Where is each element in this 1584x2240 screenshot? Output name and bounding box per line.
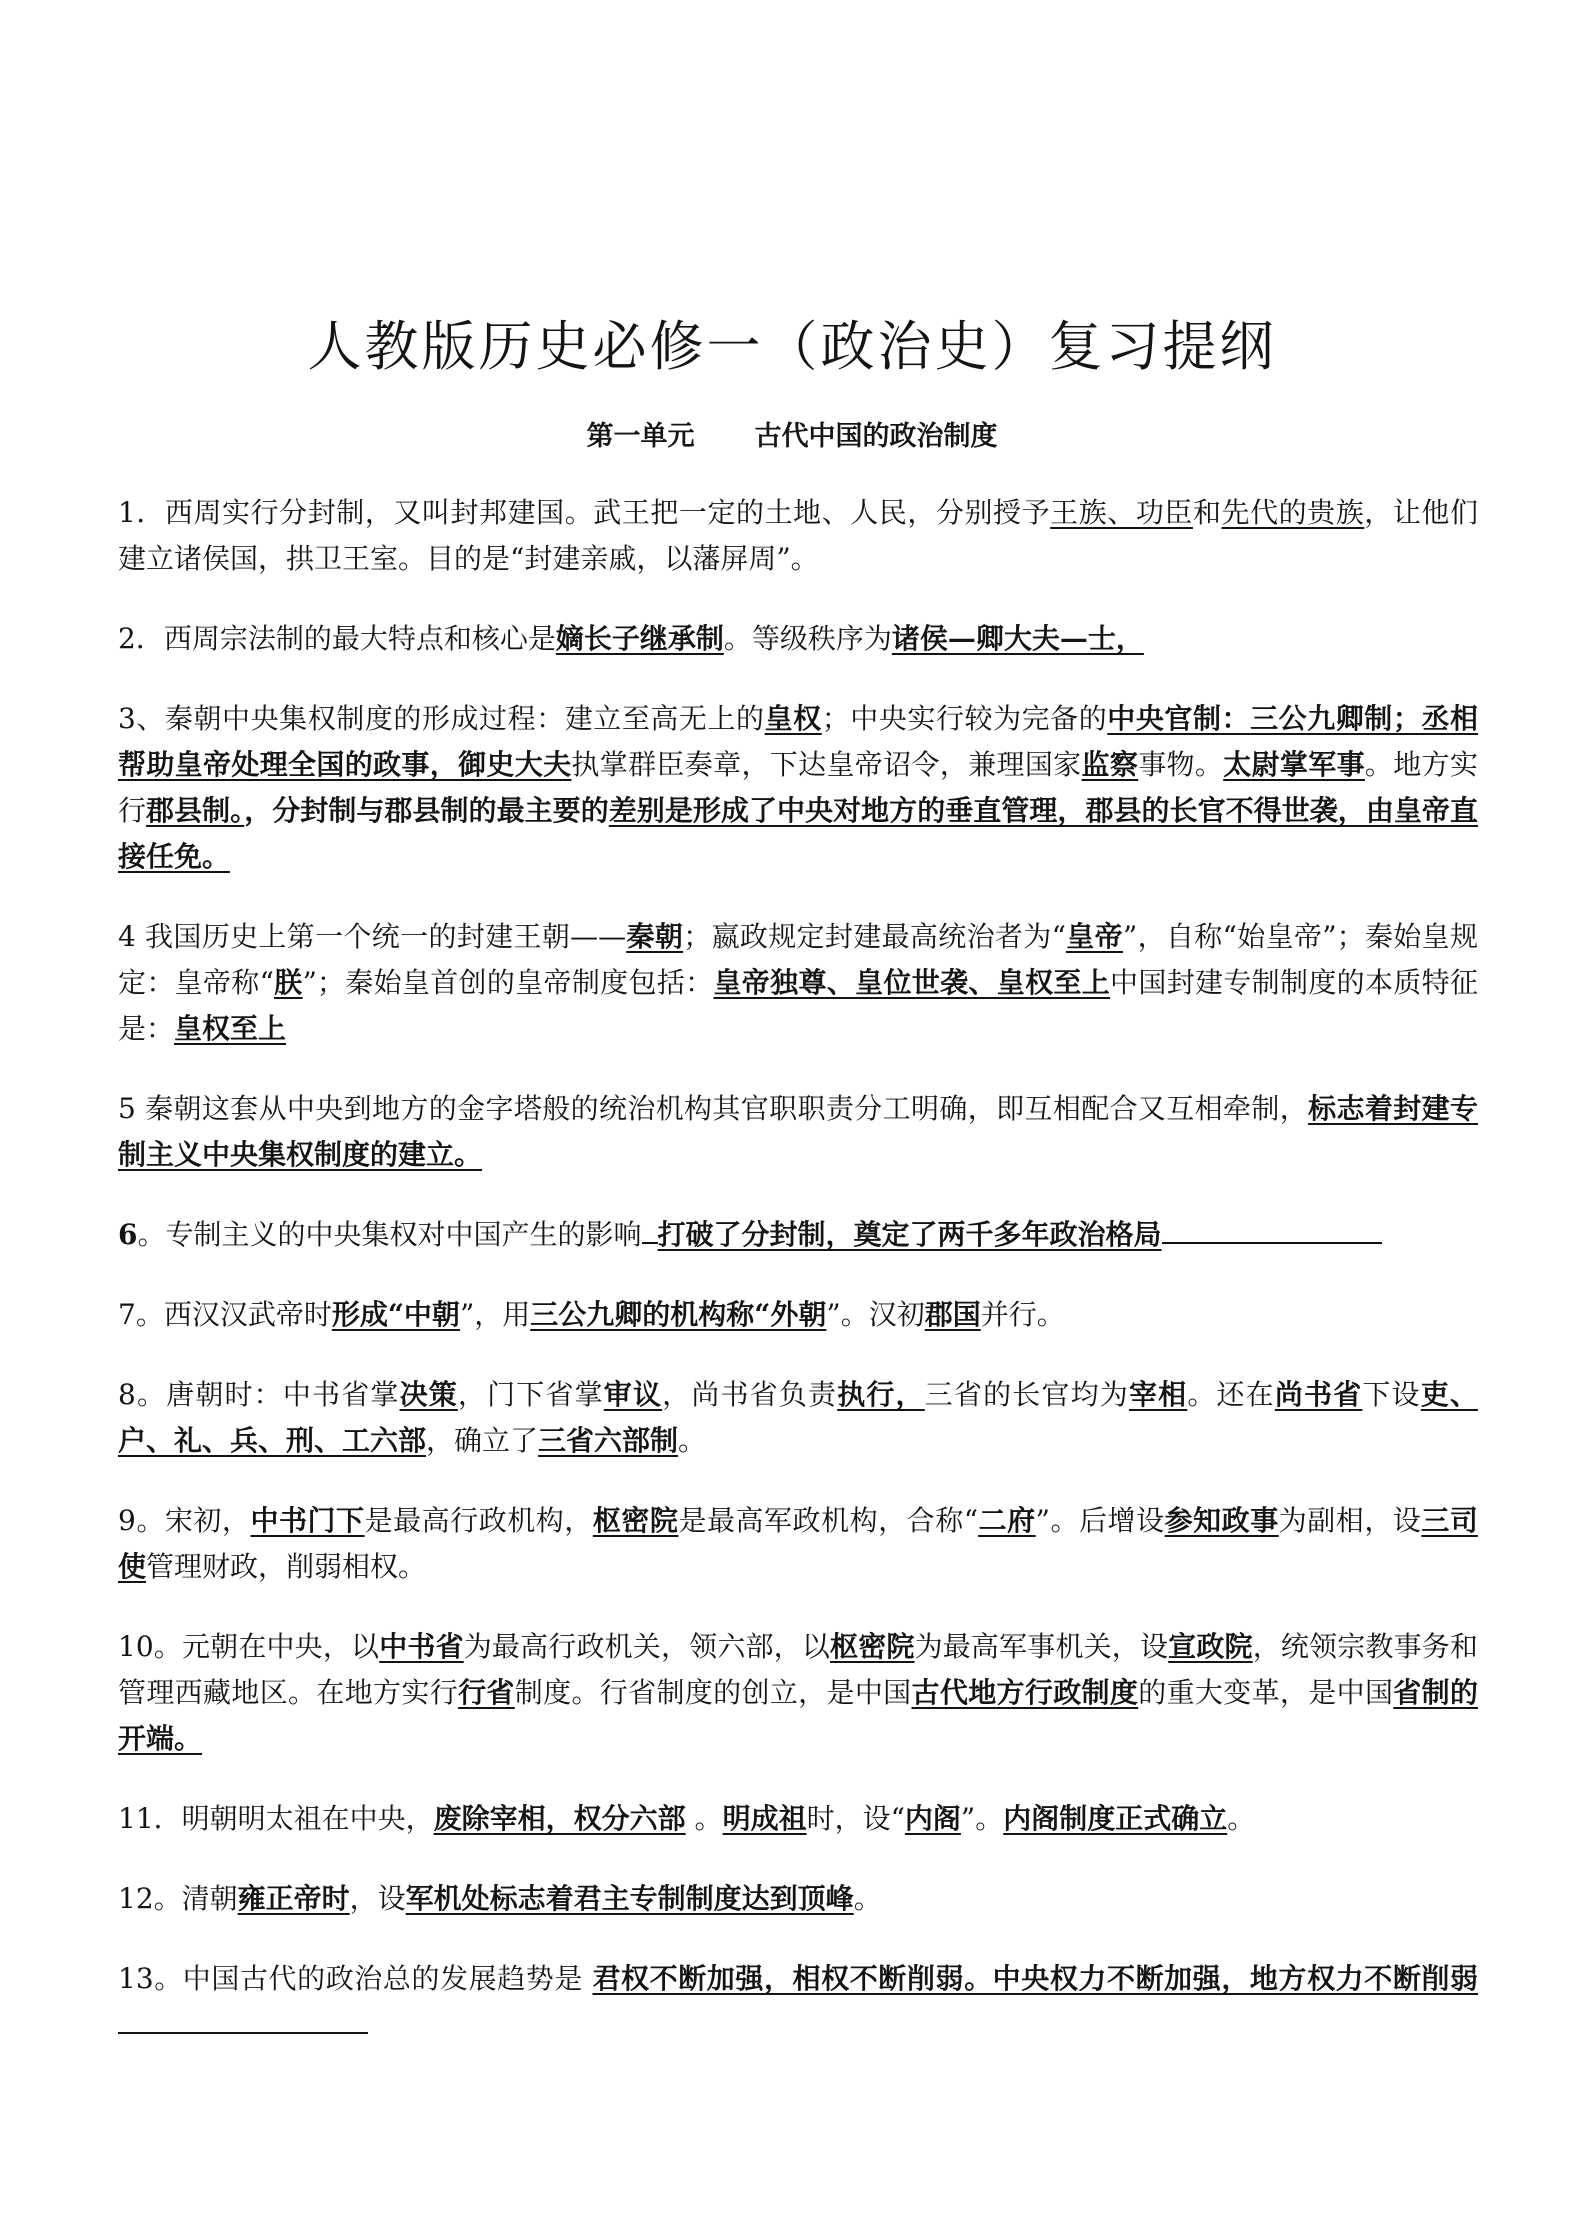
fill-blank (1162, 1212, 1382, 1244)
key-term: 诸侯—卿大夫—士， (891, 622, 1144, 655)
key-term: 宰相 (1128, 1378, 1188, 1411)
outline-item (118, 490, 1478, 582)
item-text: 时，设“ (806, 1802, 905, 1835)
item-text: 1．西周实行分封制，又叫封邦建国。武王把一定的土地、人民，分别授予 (118, 496, 1051, 529)
key-term: 中书门下 (250, 1504, 365, 1537)
item-text: 。 (853, 1882, 882, 1915)
item-text: 4 我国历史上第一个统一的封建王朝—— (118, 920, 627, 953)
item-text: ”。后增设 (1035, 1504, 1165, 1537)
item-text: ，分封制与郡县制的最主要的 (244, 794, 609, 827)
fill-blank (642, 1212, 658, 1244)
outline-item (118, 1796, 1478, 1842)
item-text: 13。中国古代的政治总的发展趋势是 (118, 1962, 593, 1995)
key-term: 秦朝 (626, 920, 684, 953)
item-text: 制度。行省制度的创立，是中国 (514, 1676, 912, 1709)
item-text: 。地方实行 (118, 748, 1478, 827)
item-text: 管理财政，削弱相权。 (146, 1550, 427, 1583)
item-text: 为副相，设 (1278, 1504, 1422, 1537)
key-term: 嫡长子继承制 (555, 622, 724, 655)
key-term: 宣政院 (1168, 1630, 1253, 1663)
item-text: 是最高军政机构，合称“ (678, 1504, 979, 1537)
item-text: ”，自称“始皇帝”；秦始皇规定：皇帝称“ (118, 920, 1478, 999)
key-term: 皇权 (764, 702, 822, 735)
item-text: 3、秦朝中央集权制度的形成过程：建立至高无上的 (118, 702, 765, 735)
key-term: 军机处标志着君主专制制度达到顶峰 (405, 1882, 854, 1915)
key-term: 吏、户、礼、兵、刑、工六部 (118, 1378, 1478, 1457)
item-text: 7。西汉汉武帝时 (118, 1298, 332, 1331)
unit-title: 古代中国的政治制度 (754, 421, 998, 452)
item-text: 是最高行政机构， (364, 1504, 593, 1537)
key-term: 御史大夫 (458, 748, 572, 781)
item-text: 为最高军事机关，设 (914, 1630, 1169, 1663)
item-text: 和 (1192, 496, 1222, 529)
key-term: 三省六部制 (538, 1424, 679, 1457)
key-term: 枢密院 (830, 1630, 915, 1663)
outline-item (118, 1624, 1478, 1762)
item-text: 。 (685, 1802, 723, 1835)
item-text: 2．西周宗法制的最大特点和核心是 (118, 622, 556, 655)
key-term: 执行， (837, 1378, 925, 1411)
outline-item (118, 1292, 1478, 1338)
fill-blank (118, 2002, 368, 2034)
item-text: 为最高行政机关，领六部，以 (463, 1630, 831, 1663)
item-text: 。 (1227, 1802, 1256, 1835)
key-term: 雍正帝时 (237, 1882, 350, 1915)
key-term: 内阁 (904, 1802, 961, 1835)
key-term: 古代地方行政制度 (911, 1676, 1139, 1709)
key-term: 内阁制度正式确立 (1003, 1802, 1228, 1835)
key-term: 监察 (1081, 748, 1139, 781)
item-text: ；中央实行较为完备的 (821, 702, 1108, 735)
key-term: 决策 (399, 1378, 458, 1411)
outline-item (118, 1372, 1478, 1464)
unit-heading (0, 414, 1584, 460)
item-text: 10。元朝在中央，以 (118, 1630, 380, 1663)
key-term: 朕 (273, 966, 303, 999)
item-text: 。还在 (1187, 1378, 1275, 1411)
key-term: 三公九卿的机构称“外朝 (530, 1298, 827, 1331)
unit-label: 第一单元 (586, 421, 695, 452)
key-term: 皇帝独尊、皇位世袭、皇权至上 (713, 966, 1111, 999)
key-term: 形成“中朝 (331, 1298, 460, 1331)
item-text: ，让他们建立诸侯国，拱卫王室。目的是“封建亲戚，以藩屏周”。 (118, 496, 1478, 575)
key-term: 中书省 (379, 1630, 464, 1663)
item-text: 事物。 (1138, 748, 1224, 781)
key-term: 郡县制。 (146, 794, 245, 827)
outline-item (118, 1498, 1478, 1590)
item-text: ”，用 (459, 1298, 531, 1331)
item-text: ”；秦始皇首创的皇帝制度包括： (302, 966, 714, 999)
key-term: 省制的开端。 (118, 1676, 1478, 1755)
item-text: 下设 (1362, 1378, 1421, 1411)
key-term: 打破了分封制，奠定了两千多年政治格局 (657, 1218, 1162, 1251)
item-text: 8。唐朝时：中书省掌 (118, 1378, 400, 1411)
outline-items (118, 490, 1478, 2082)
item-text: 并行。 (980, 1298, 1065, 1331)
key-term: 审议 (603, 1378, 663, 1411)
item-text: ，设 (349, 1882, 406, 1915)
key-term: 枢密院 (592, 1504, 679, 1537)
item-text: 6 (118, 1218, 138, 1251)
key-term: 太尉掌军事 (1223, 748, 1365, 781)
item-text: 。等级秩序为 (723, 622, 892, 655)
key-term: 先代的贵族 (1221, 496, 1365, 529)
item-text: 5 秦朝这套从中央到地方的金字塔般的统治机构其官职职责分工明确，即互相配合又互相牵制， (118, 1092, 1309, 1125)
key-term: 差别是形成了中央对地方的垂直管理，郡县的长官不得世袭，由皇帝直接任免。 (118, 794, 1478, 873)
key-term: 尚书省 (1274, 1378, 1363, 1411)
outline-item (118, 1212, 1478, 1258)
outline-item (118, 914, 1478, 1052)
key-term: 废除宰相，权分六部 (433, 1802, 686, 1835)
key-term: 标志着封建专制主义中央集权制度的建立。 (118, 1092, 1478, 1171)
key-term: 参知政事 (1164, 1504, 1279, 1537)
item-text: ”。汉初 (826, 1298, 925, 1331)
item-text: ，统领宗教事务和管理西藏地区。在地方实行 (118, 1630, 1478, 1709)
document-title: 人教版历史必修一（政治史）复习提纲 (307, 315, 1277, 378)
outline-item (118, 616, 1478, 662)
key-term: 行省 (458, 1676, 515, 1709)
outline-item (118, 1876, 1478, 1922)
item-text: 9。宋初， (118, 1504, 251, 1537)
item-text: ，确立了 (426, 1424, 539, 1457)
item-text: 11．明朝明太祖在中央， (118, 1802, 434, 1835)
key-term: 郡国 (924, 1298, 981, 1331)
item-text: ，门下省掌 (457, 1378, 604, 1411)
item-text: 12。清朝 (118, 1882, 238, 1915)
key-term: 王族、功臣 (1050, 496, 1193, 529)
item-text: ”。 (960, 1802, 1004, 1835)
key-term: 皇权至上 (174, 1012, 287, 1045)
key-term: 二府 (978, 1504, 1036, 1537)
outline-item (118, 1956, 1478, 2048)
item-text: ，尚书省负责 (662, 1378, 838, 1411)
outline-item (118, 1086, 1478, 1178)
item-text: 的重大变革，是中国 (1138, 1676, 1394, 1709)
key-term: 君权不断加强，相权不断削弱。中央权力不断加强，地方权力不断削弱 (592, 1962, 1478, 1995)
key-term: 明成祖 (722, 1802, 807, 1835)
item-text: 。 (678, 1424, 707, 1457)
item-text: ；嬴政规定封建最高统治者为“ (683, 920, 1066, 953)
item-text: 执掌群臣奏章，下达皇帝诏令，兼理国家 (571, 748, 1082, 781)
item-text: 三省的长官均为 (924, 1378, 1129, 1411)
item-text: 中国封建专制制度的本质特征是： (118, 966, 1478, 1045)
key-term: 中央官制：三公九卿制；丞相帮助皇帝处理全国的政事， (118, 702, 1478, 781)
item-text: 。专制主义的中央集权对中国产生的影响 (137, 1218, 642, 1251)
key-term: 皇帝 (1065, 920, 1123, 953)
outline-item (118, 696, 1478, 880)
key-term: 三司使 (118, 1504, 1478, 1583)
